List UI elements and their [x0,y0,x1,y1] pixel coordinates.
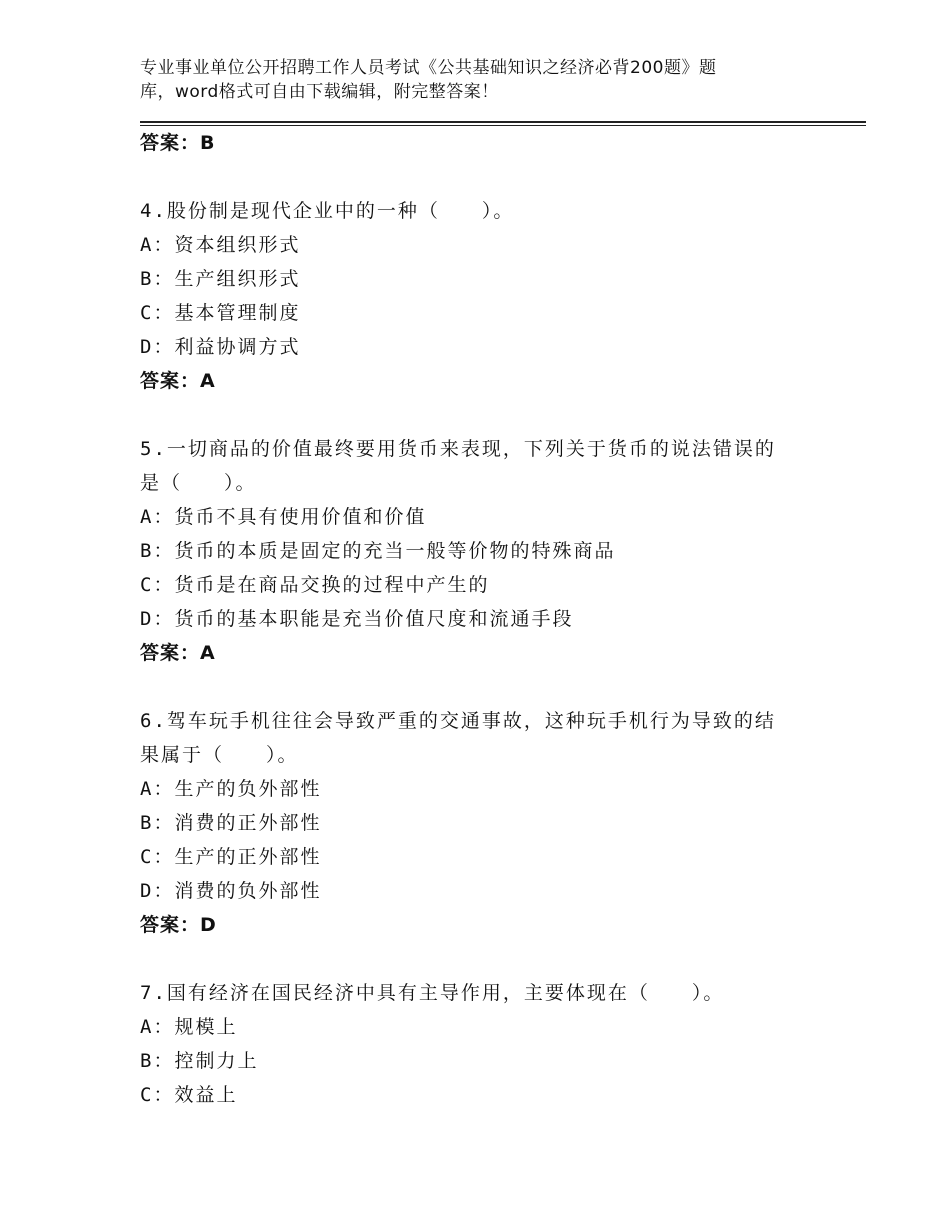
header-rule-thick [140,121,866,123]
question-stem-continued: 是（ ）。 [140,472,257,494]
option-a: A：生产的负外部性 [140,778,322,800]
option-a: A：规模上 [140,1016,238,1038]
question-stem: 6.驾车玩手机往往会导致严重的交通事故，这种玩手机行为导致的结 [140,710,776,732]
answer-line: 答案：D [140,914,217,936]
option-c: C：效益上 [140,1084,238,1106]
question-7 [140,976,840,1112]
option-a: A：资本组织形式 [140,234,301,256]
question-stem: 5.一切商品的价值最终要用货币来表现，下列关于货币的说法错误的 [140,438,776,460]
option-b: B：控制力上 [140,1050,259,1072]
answer-line: 答案：A [140,642,216,664]
option-d: D：利益协调方式 [140,336,301,358]
question-4 [140,194,840,398]
option-d: D：消费的负外部性 [140,880,322,902]
option-b: B：货币的本质是固定的充当一般等价物的特殊商品 [140,540,616,562]
option-b: B：生产组织形式 [140,268,301,290]
header-line-1: 专业事业单位公开招聘工作人员考试《公共基础知识之经济必背200题》题 [140,58,717,78]
header-line-2: 库，word格式可自由下载编辑，附完整答案！ [140,82,499,102]
question-6 [140,704,840,942]
option-c: C：货币是在商品交换的过程中产生的 [140,574,490,596]
option-a: A：货币不具有使用价值和价值 [140,506,427,528]
question-stem: 4.股份制是现代企业中的一种（ ）。 [140,200,515,222]
document-header [140,56,780,104]
answer-line: 答案：B [140,132,216,154]
answer-line: 答案：A [140,370,216,392]
question-5 [140,432,840,670]
question-stem-continued: 果属于（ ）。 [140,744,299,766]
question-list [140,126,840,1112]
question-stem: 7.国有经济在国民经济中具有主导作用，主要体现在（ ）。 [140,982,725,1004]
option-b: B：消费的正外部性 [140,812,322,834]
option-d: D：货币的基本职能是充当价值尺度和流通手段 [140,608,574,630]
option-c: C：生产的正外部性 [140,846,322,868]
option-c: C：基本管理制度 [140,302,301,324]
